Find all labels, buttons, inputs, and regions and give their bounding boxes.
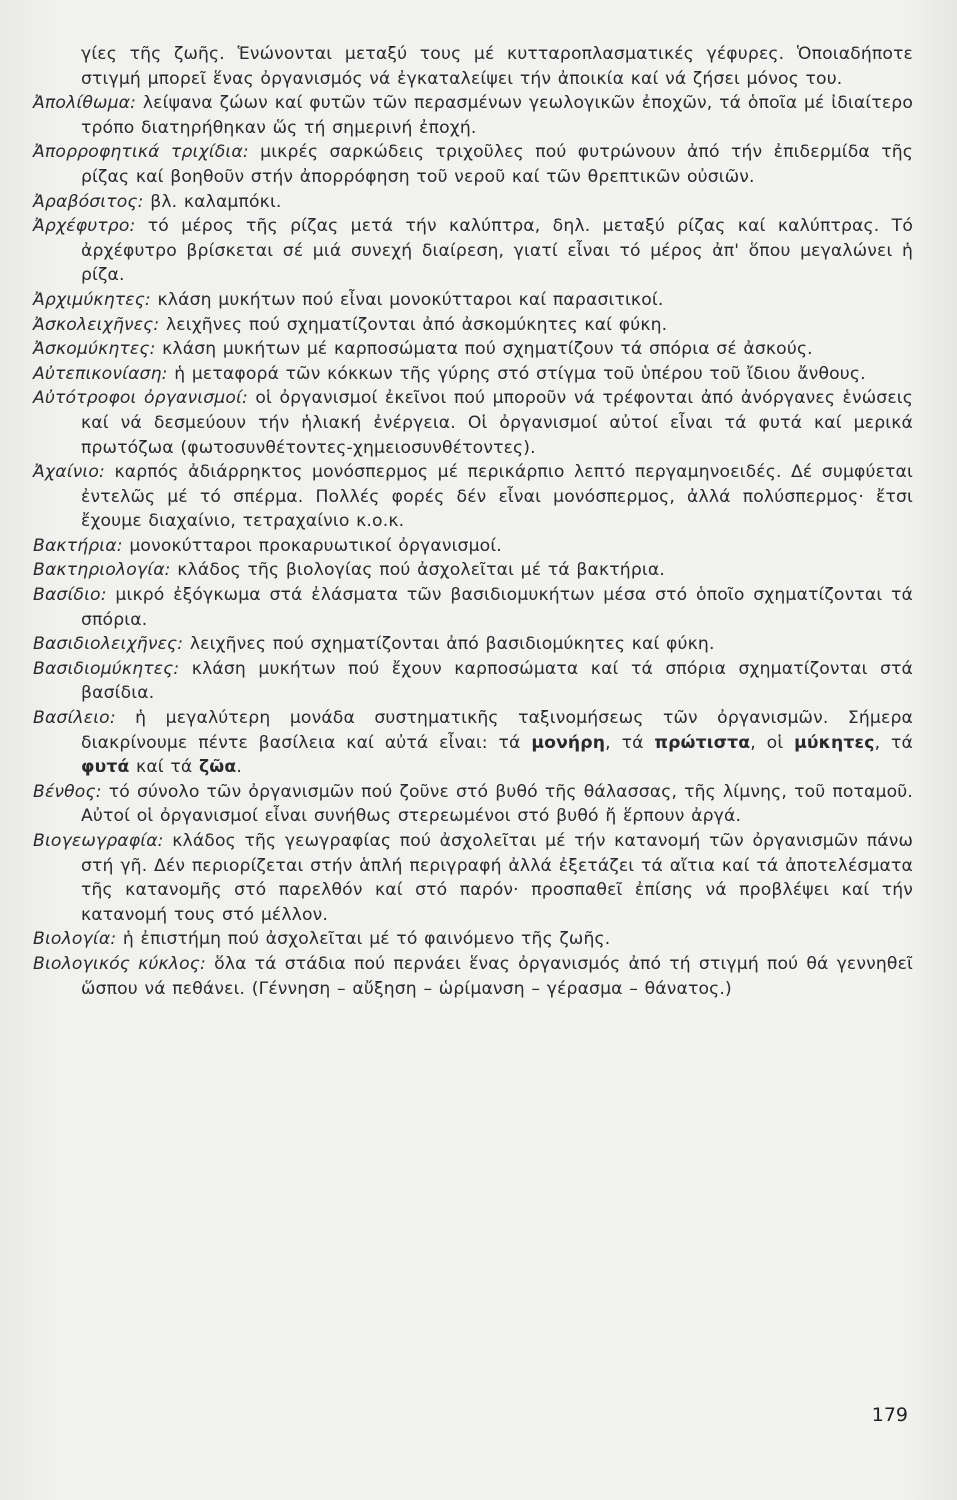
glossary-entry bbox=[33, 632, 913, 657]
glossary-entry bbox=[33, 780, 913, 829]
entry-term: Βακτηριολογία: bbox=[33, 560, 171, 581]
entry-definition-part: , τά bbox=[605, 732, 655, 753]
entry-term: Αὐτότροφοι ὀργανισμοί: bbox=[33, 388, 248, 409]
glossary-entry bbox=[33, 460, 913, 534]
entry-term: Ἀπολίθωμα: bbox=[33, 93, 137, 114]
entry-definition-part: καί τά bbox=[129, 757, 199, 778]
entry-definition-part: , τά bbox=[874, 732, 913, 753]
page-number: 179 bbox=[871, 1404, 908, 1426]
entry-definition: βλ. καλαμπόκι. bbox=[143, 191, 282, 212]
entry-term: Βιολογικός κύκλος: bbox=[33, 953, 206, 974]
glossary-entry bbox=[33, 337, 913, 362]
entry-definition: οἱ ὀργανισμοί ἐκεῖνοι πού μποροῦν νά τρέφονται ἀπό ἀνόργανες ἑνώσεις καί νά δεσμεύουν τήν ἡλιακή ἐνέργεια. Οἱ ὀργανισμοί αὐτοί εἶναι τά φυτά καί μερικά πρωτόζωα (φωτοσυνθέτοντες-χημειοσυνθέτοντες). bbox=[81, 388, 913, 458]
entry-definition: κλάση μυκήτων πού ἔχουν καρποσώματα καί τά σπόρια σχηματίζονται στά βασίδια. bbox=[81, 658, 913, 704]
entry-definition: λειχῆνες πού σχηματίζονται ἀπό βασιδιομύκητες καί φύκη. bbox=[183, 634, 715, 655]
glossary-text bbox=[33, 42, 913, 1001]
glossary-entry bbox=[33, 927, 913, 952]
glossary-entry bbox=[33, 657, 913, 706]
entry-term: Βένθος: bbox=[33, 781, 102, 802]
glossary-entry bbox=[33, 952, 913, 1001]
glossary-entry bbox=[33, 140, 913, 189]
glossary-entry-kingdom bbox=[33, 706, 913, 780]
glossary-entry bbox=[33, 288, 913, 313]
entry-definition: ἡ μεταφορά τῶν κόκκων τῆς γύρης στό στίγμα τοῦ ὑπέρου τοῦ ἴδιου ἄνθους. bbox=[167, 363, 866, 384]
entry-definition-part: . bbox=[236, 757, 242, 778]
glossary-entry bbox=[33, 190, 913, 215]
entry-term: Ἀσκολειχῆνες: bbox=[33, 314, 160, 335]
continuation-text: γίες τῆς ζωῆς. Ἑνώνονται μεταξύ τους μέ κυτταροπλασματικές γέφυρες. Ὁποιαδήποτε στιγμή μπορεῖ ἕνας ὀργανισμός νά ἐγκαταλείψει τήν ἀποικία καί νά ζήσει μόνος του. bbox=[81, 44, 913, 89]
entry-definition: τό μέρος τῆς ρίζας μετά τήν καλύπτρα, δηλ. μεταξύ ρίζας καί καλύπτρας. Τό ἀρχέφυτρο βρίσκεται σέ μιά συνεχή διαίρεση, γιατί εἶναι τό μέρος ἀπ' ὅπου μεγαλώνει ἡ ρίζα. bbox=[81, 216, 913, 286]
entry-definition: ὅλα τά στάδια πού περνάει ἕνας ὀργανισμός ἀπό τή στιγμή πού θά γεννηθεῖ ὥσπου νά πεθάνει. (Γέννηση – αὔξηση – ὡρίμανση – γέρασμα – θάνατος.) bbox=[81, 953, 913, 999]
entry-term: Αὐτεπικονίαση: bbox=[33, 363, 168, 384]
entry-definition: κλάδος τῆς γεωγραφίας πού ἀσχολεῖται μέ τήν κατανομή τῶν ὀργανισμῶν πάνω στή γῆ. Δέν περιορίζεται στήν ἁπλή περιγραφή ἀλλά ἐξετάζει τά αἴτια καί τά ἀποτελέσματα τῆς κατανομῆς στό παρελθόν καί στό παρόν· προσπαθεῖ ἐπίσης νά προβλέψει καί τήν κατανομή τους στό μέλλον. bbox=[81, 831, 913, 925]
entry-term: Ἀχαίνιο: bbox=[33, 462, 105, 483]
entry-definition-part: ἡ μεγαλύτερη μονάδα συστηματικῆς ταξινομήσεως τῶν ὀργανισμῶν. Σήμερα διακρίνουμε πέντε βασίλεια καί αὐτά εἶναι: τά bbox=[81, 708, 913, 753]
entry-definition: λείψανα ζώων καί φυτῶν τῶν περασμένων γεωλογικῶν ἐποχῶν, τά ὁποῖα μέ ἰδιαίτερο τρόπο διατηρήθηκαν ὥς τή σημερινή ἐποχή. bbox=[81, 93, 913, 138]
entry-definition: μονοκύτταροι προκαρυωτικοί ὀργανισμοί. bbox=[122, 535, 502, 556]
glossary-entry bbox=[33, 583, 913, 632]
entry-term: Βασιδιολειχῆνες: bbox=[33, 634, 184, 655]
entry-definition: κλάση μυκήτων μέ καρποσώματα πού σχηματίζουν τά σπόρια σέ ἀσκούς. bbox=[155, 339, 813, 360]
entry-term: Ἀραβόσιτος: bbox=[33, 191, 144, 212]
entry-term: Ἀρχέφυτρο: bbox=[33, 216, 136, 237]
entry-term: Βασιδιομύκητες: bbox=[33, 658, 180, 679]
entry-term: Βακτήρια: bbox=[33, 535, 123, 556]
kingdom-protista: πρώτιστα bbox=[654, 732, 751, 753]
entry-definition: κλάδος τῆς βιολογίας πού ἀσχολεῖται μέ τά βακτήρια. bbox=[170, 560, 665, 581]
continuation-paragraph bbox=[33, 42, 913, 91]
entry-term: Βιολογία: bbox=[33, 929, 117, 950]
entry-term: Βασίλειο: bbox=[33, 708, 116, 729]
glossary-entry bbox=[33, 534, 913, 559]
glossary-entry bbox=[33, 362, 913, 387]
kingdom-animals: ζῶα bbox=[198, 757, 237, 778]
entry-definition: λειχῆνες πού σχηματίζονται ἀπό ἀσκομύκητες καί φύκη. bbox=[159, 314, 668, 335]
glossary-entry bbox=[33, 91, 913, 140]
kingdom-monera: μονήρη bbox=[531, 732, 606, 753]
entry-term: Βιογεωγραφία: bbox=[33, 831, 164, 851]
entry-definition-part: , οἱ bbox=[750, 732, 795, 753]
entry-definition: μικρές σαρκώδεις τριχοῦλες πού φυτρώνουν ἀπό τήν ἐπιδερμίδα τῆς ρίζας καί βοηθοῦν στήν ἀπορρόφηση τοῦ νεροῦ καί τῶν θρεπτικῶν οὐσιῶν. bbox=[81, 142, 913, 187]
glossary-entry bbox=[33, 558, 913, 583]
kingdom-fungi: μύκητες bbox=[794, 732, 875, 753]
entry-term: Βασίδιο: bbox=[33, 585, 107, 606]
entry-term: Ἀρχιμύκητες: bbox=[33, 289, 151, 310]
kingdom-plants: φυτά bbox=[81, 757, 130, 778]
glossary-entry bbox=[33, 829, 913, 927]
entry-term: Ἀσκομύκητες: bbox=[33, 339, 156, 360]
entry-definition: κλάση μυκήτων πού εἶναι μονοκύτταροι καί παρασιτικοί. bbox=[150, 289, 664, 310]
entry-definition: ἡ ἐπιστήμη πού ἀσχολεῖται μέ τό φαινόμενο τῆς ζωῆς. bbox=[116, 929, 611, 950]
entry-definition: καρπός ἀδιάρρηκτος μονόσπερμος μέ περικάρπιο λεπτό περγαμηνοειδές. Δέ συμφύεται ἐντελῶς μέ τό σπέρμα. Πολλές φορές δέν εἶναι μονόσπερμος, ἀλλά πολύσπερμος· ἔτσι ἔχουμε διαχαίνιο, τετραχαίνιο κ.ο.κ. bbox=[81, 462, 913, 532]
entry-definition: μικρό ἐξόγκωμα στά ἐλάσματα τῶν βασιδιομυκήτων μέσα στό ὁποῖο σχηματίζονται τά σπόρια. bbox=[81, 585, 913, 630]
glossary-entry bbox=[33, 313, 913, 338]
entry-definition: τό σύνολο τῶν ὀργανισμῶν πού ζοῦνε στό βυθό τῆς θάλασσας, τῆς λίμνης, τοῦ ποταμοῦ. Αὐτοί οἱ ὀργανισμοί εἶναι συνήθως στερεωμένοι στό βυθό ἤ ἕρπουν ἀργά. bbox=[81, 781, 913, 827]
glossary-entry bbox=[33, 386, 913, 460]
glossary-entry bbox=[33, 214, 913, 288]
entry-term: Ἀπορροφητικά τριχίδια: bbox=[33, 142, 249, 163]
